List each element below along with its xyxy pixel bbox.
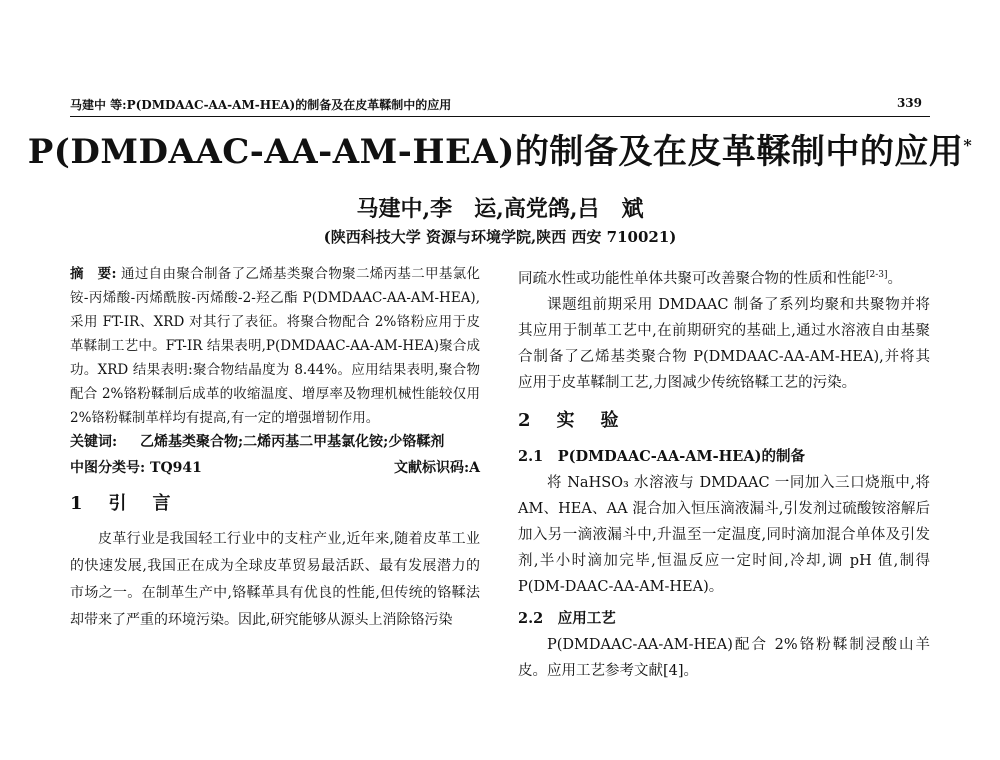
abstract [70,262,480,430]
preparation-paragraph: 将 NaHSO₃ 水溶液与 DMDAAC 一同加入三口烧瓶中,将 AM、HEA、AA 混合加入恒压滴液漏斗,引发剂过硫酸铵溶解后加入另一滴液漏斗中,升温至一定温度,同时滴加混合单体及引发剂,半小时滴加完毕,恒温反应一定时间,冷却,调 pH 值,制得 P(DM-DAAC-AA-AM-HEA)。 [518,474,930,595]
research-background-paragraph: 课题组前期采用 DMDAAC 制备了系列均聚和共聚物并将其应用于制革工艺中,在前期研究的基础上,通过水溶液自由基聚合制备了乙烯基类聚合物 P(DMDAAC-AA-AM-HEA),并将其应用于皮革鞣制工艺,力图减少传统铬鞣工艺的污染。 [518,296,930,391]
abstract-label: 摘 要: [70,266,117,282]
abstract-text: 通过自由聚合制备了乙烯基类聚合物聚二烯丙基二甲基氯化铵-丙烯酸-丙烯酰胺-丙烯酸-2-羟乙酯 P(DMDAAC-AA-AM-HEA),采用 FT-IR、XRD 对其行了表征。将聚合物配合 2%铬粉应用于皮革鞣制工艺中。FT-IR 结果表明,P(DMDAAC-AA-AM-HEA)聚合成功。XRD 结果表明:聚合物结晶度为 8.44%。应用结果表明,聚合物配合 2%铬粉鞣制后成革的收缩温度、增厚率及物理机械性能较仅用 2%铬粉鞣制革样均有提高,有一定的增强增韧作用。 [70,266,480,426]
introduction-paragraph: 皮革行业是我国轻工行业中的支柱产业,近年来,随着皮革工业的快速发展,我国正在成为全球皮革贸易最活跃、最有发展潜力的市场之一。在制革生产中,铬鞣革具有优良的性能,但传统的铬鞣法却带来了严重的环境污染。因此,研究能够从源头上消除铬污染 [70,531,480,628]
continued-end: 。 [887,270,903,287]
running-header-title: 马建中 等:P(DMDAAC-AA-AM-HEA)的制备及在皮革鞣制中的应用 [70,98,452,112]
header-divider [70,116,930,117]
paper-title-text: P(DMDAAC-AA-AM-HEA)的制备及在皮革鞣制中的应用 [27,132,964,172]
author-list: 马建中,李 运,高党鸽,吕 斌 [356,196,644,222]
document-code: 文献标识码:A [393,460,480,476]
continued-text: 同疏水性或功能性单体共聚可改善聚合物的性质和性能 [518,270,866,287]
keywords-text: 乙烯基类聚合物;二烯丙基二甲基氯化铵;少铬鞣剂 [140,434,445,450]
subsection-heading-application: 2.2 应用工艺 [518,609,616,627]
right-column [518,262,930,684]
left-column [70,262,480,634]
affiliation: (陕西科技大学 资源与环境学院,陕西 西安 710021) [323,228,677,246]
keywords-label: 关键词: [70,434,118,450]
section-heading-experiment: 2 实 验 [518,409,623,431]
paper-title [0,124,1000,173]
classification-row [70,456,480,480]
application-paragraph: P(DMDAAC-AA-AM-HEA)配合 2%铬粉鞣制浸酸山羊皮。应用工艺参考文献[4]。 [518,636,930,679]
clc-value: TQ941 [150,460,202,476]
subsection-heading-preparation: 2.1 P(DMDAAC-AA-AM-HEA)的制备 [518,447,805,465]
clc-code [70,456,202,480]
keywords [70,430,480,454]
footnote-mark: * [963,135,973,155]
citation-ref: [2-3] [866,270,888,280]
clc-label: 中图分类号: [70,460,146,476]
continued-paragraph [518,262,930,292]
page-number: 339 [896,96,922,110]
section-heading-introduction: 1 引 言 [70,493,175,514]
